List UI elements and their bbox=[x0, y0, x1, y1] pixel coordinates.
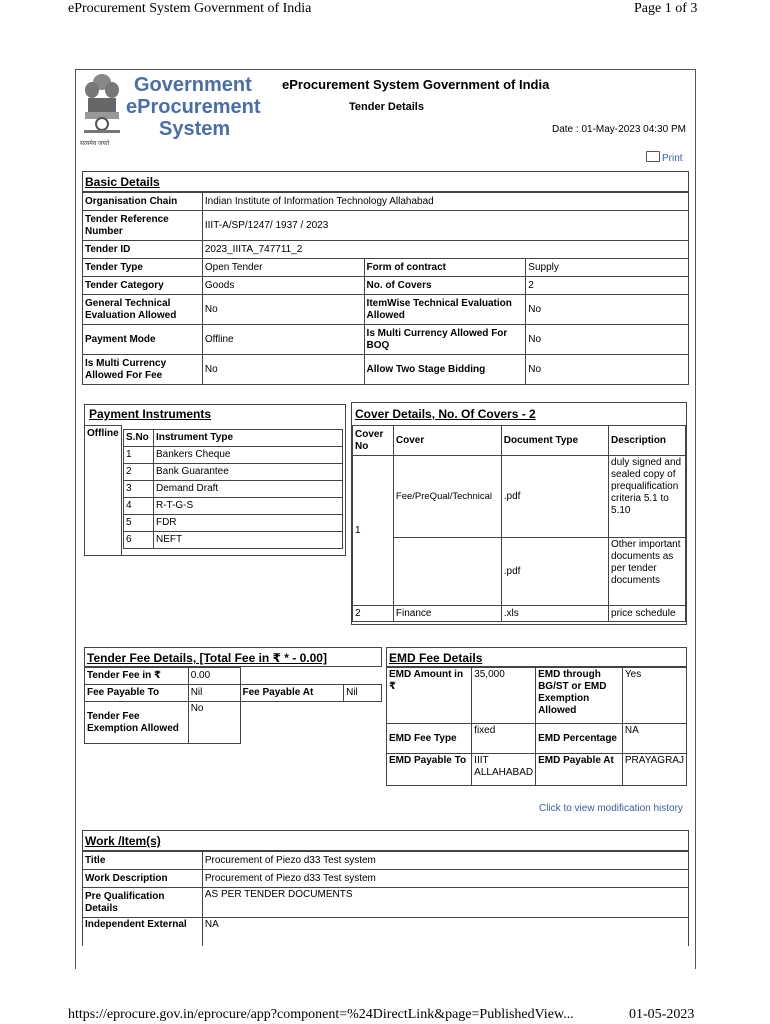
value: No bbox=[188, 702, 240, 744]
value: 35,000 bbox=[472, 668, 536, 724]
label: No. of Covers bbox=[364, 277, 526, 295]
emblem-icon bbox=[80, 72, 124, 140]
table-row bbox=[83, 888, 689, 918]
table-row bbox=[85, 702, 382, 744]
value: No bbox=[202, 355, 364, 385]
table-row bbox=[387, 754, 687, 786]
table-row bbox=[83, 355, 689, 385]
label: Payment Mode bbox=[83, 325, 203, 355]
label: EMD Amount in ₹ bbox=[387, 668, 472, 724]
instrument-type: NEFT bbox=[153, 532, 342, 549]
table-row bbox=[83, 241, 689, 259]
instrument-type: FDR bbox=[153, 515, 342, 532]
label: Organisation Chain bbox=[83, 193, 203, 211]
empty-cell bbox=[240, 702, 382, 744]
cover-no: 2 bbox=[353, 606, 394, 622]
label: Tender ID bbox=[83, 241, 203, 259]
emd-table bbox=[386, 667, 687, 786]
value: AS PER TENDER DOCUMENTS bbox=[202, 888, 688, 918]
basic-details-title: Basic Details bbox=[85, 175, 160, 189]
label: Tender Type bbox=[83, 259, 203, 277]
table-row bbox=[124, 447, 343, 464]
page-title: eProcurement System Government of India bbox=[282, 77, 550, 92]
table-row bbox=[83, 325, 689, 355]
footer-date: 01-05-2023 bbox=[629, 1007, 695, 1022]
table-row bbox=[83, 918, 689, 946]
label: Tender Category bbox=[83, 277, 203, 295]
value: NA bbox=[202, 918, 688, 946]
label: EMD Percentage bbox=[536, 724, 623, 754]
label: Tender Fee in ₹ bbox=[85, 668, 189, 685]
sno: 6 bbox=[124, 532, 154, 549]
table-row bbox=[353, 606, 686, 622]
label: EMD Fee Type bbox=[387, 724, 472, 754]
value: fixed bbox=[472, 724, 536, 754]
payment-instruments-title: Payment Instruments bbox=[89, 407, 212, 421]
empty-cell bbox=[240, 668, 382, 685]
instrument-type: Bankers Cheque bbox=[153, 447, 342, 464]
emd-title: EMD Fee Details bbox=[389, 651, 483, 665]
label: Pre Qualification Details bbox=[83, 888, 203, 918]
col-header: Instrument Type bbox=[153, 430, 342, 447]
label: Form of contract bbox=[364, 259, 526, 277]
table-row bbox=[85, 685, 382, 702]
work-items-header bbox=[82, 830, 689, 851]
value: Nil bbox=[188, 685, 240, 702]
description: price schedule bbox=[609, 606, 686, 622]
modification-history-link[interactable]: Click to view modification history bbox=[539, 803, 683, 814]
label: Fee Payable To bbox=[85, 685, 189, 702]
value: 2023_IIITA_747711_2 bbox=[202, 241, 688, 259]
value: No bbox=[202, 295, 364, 325]
basic-details-header bbox=[82, 171, 689, 192]
work-items-title: Work /Item(s) bbox=[85, 834, 161, 848]
label: Fee Payable At bbox=[240, 685, 344, 702]
table-row bbox=[387, 724, 687, 754]
value: 0.00 bbox=[188, 668, 240, 685]
instrument-type: R-T-G-S bbox=[153, 498, 342, 515]
table-row bbox=[124, 498, 343, 515]
table-header-row bbox=[353, 426, 686, 456]
value: Open Tender bbox=[202, 259, 364, 277]
instrument-type: Demand Draft bbox=[153, 481, 342, 498]
col-header: S.No bbox=[124, 430, 154, 447]
instrument-type: Bank Guarantee bbox=[153, 464, 342, 481]
value: NA bbox=[622, 724, 686, 754]
label: Work Description bbox=[83, 870, 203, 888]
cover-name: Fee/PreQual/Technical bbox=[393, 456, 501, 538]
table-row bbox=[124, 515, 343, 532]
basic-details-table bbox=[82, 192, 689, 385]
label: General Technical Evaluation Allowed bbox=[83, 295, 203, 325]
cover-name: Finance bbox=[393, 606, 501, 622]
value: Nil bbox=[344, 685, 382, 702]
footer-url[interactable]: https://eprocure.gov.in/eprocure/app?component=%24DirectLink&page=PublishedView... bbox=[68, 1007, 574, 1022]
cover-no: 1 bbox=[353, 456, 394, 606]
tender-fee-title: Tender Fee Details, [Total Fee in ₹ * - 0.00] bbox=[87, 651, 327, 665]
label: EMD through BG/ST or EMD Exemption Allowed bbox=[536, 668, 623, 724]
table-row bbox=[353, 456, 686, 538]
logo-line3: System bbox=[159, 118, 231, 140]
sno: 3 bbox=[124, 481, 154, 498]
doc-type: .pdf bbox=[501, 456, 608, 538]
value: PRAYAGRAJ bbox=[622, 754, 686, 786]
table-row bbox=[83, 193, 689, 211]
table-row bbox=[124, 481, 343, 498]
value: Indian Institute of Information Technology Allahabad bbox=[202, 193, 688, 211]
table-row bbox=[83, 277, 689, 295]
sno: 2 bbox=[124, 464, 154, 481]
col-header: Description bbox=[609, 426, 686, 456]
doc-type: .xls bbox=[501, 606, 608, 622]
logo-line1: Government bbox=[134, 74, 252, 96]
table-row bbox=[83, 852, 689, 870]
label: Is Multi Currency Allowed For BOQ bbox=[364, 325, 526, 355]
value: 2 bbox=[526, 277, 689, 295]
table-header-row bbox=[124, 430, 343, 447]
page-subtitle: Tender Details bbox=[349, 101, 424, 113]
instrument-table bbox=[123, 429, 343, 549]
label: Independent External bbox=[83, 918, 203, 946]
table-row bbox=[83, 295, 689, 325]
label: Tender Reference Number bbox=[83, 211, 203, 241]
emblem-motto: सत्यमेव जयते bbox=[80, 141, 110, 147]
print-button[interactable] bbox=[646, 151, 683, 164]
label: EMD Payable At bbox=[536, 754, 623, 786]
value: IIIT ALLAHABAD bbox=[472, 754, 536, 786]
sno: 4 bbox=[124, 498, 154, 515]
col-header: Cover bbox=[393, 426, 501, 456]
sno: 5 bbox=[124, 515, 154, 532]
label: Tender Fee Exemption Allowed bbox=[85, 702, 189, 744]
table-row bbox=[83, 211, 689, 241]
logo-line2: eProcurement bbox=[126, 96, 261, 118]
col-header: Cover No bbox=[353, 426, 394, 456]
value: Yes bbox=[622, 668, 686, 724]
table-row bbox=[124, 464, 343, 481]
col-header: Document Type bbox=[501, 426, 608, 456]
label: ItemWise Technical Evaluation Allowed bbox=[364, 295, 526, 325]
description: Other important documents as per tender documents bbox=[609, 538, 686, 606]
print-header-title: eProcurement System Government of India bbox=[68, 1, 312, 16]
value: Offline bbox=[202, 325, 364, 355]
sno: 1 bbox=[124, 447, 154, 464]
description: duly signed and sealed copy of prequalification criteria 5.1 to 5.10 bbox=[609, 456, 686, 538]
value: No bbox=[526, 295, 689, 325]
tender-fee-table bbox=[84, 667, 382, 744]
work-items-table bbox=[82, 851, 689, 946]
printer-icon bbox=[646, 151, 660, 162]
table-row bbox=[85, 668, 382, 685]
cover-details-title: Cover Details, No. Of Covers - 2 bbox=[355, 407, 536, 421]
label: Allow Two Stage Bidding bbox=[364, 355, 526, 385]
page-indicator: Page 1 of 3 bbox=[634, 1, 698, 16]
report-date: Date : 01-May-2023 04:30 PM bbox=[552, 124, 686, 135]
label: Is Multi Currency Allowed For Fee bbox=[83, 355, 203, 385]
payment-mode-cell bbox=[84, 425, 122, 556]
doc-type: .pdf bbox=[501, 538, 608, 606]
payment-mode: Offline bbox=[87, 428, 119, 439]
value: No bbox=[526, 325, 689, 355]
emd-header bbox=[386, 647, 687, 667]
value: IIIT-A/SP/1247/ 1937 / 2023 bbox=[202, 211, 688, 241]
table-row bbox=[387, 668, 687, 724]
table-row bbox=[353, 538, 686, 606]
value: Procurement of Piezo d33 Test system bbox=[202, 870, 688, 888]
table-row bbox=[83, 870, 689, 888]
value: Supply bbox=[526, 259, 689, 277]
value: Procurement of Piezo d33 Test system bbox=[202, 852, 688, 870]
table-row bbox=[83, 259, 689, 277]
table-row bbox=[124, 532, 343, 549]
value: No bbox=[526, 355, 689, 385]
label: EMD Payable To bbox=[387, 754, 472, 786]
label: Title bbox=[83, 852, 203, 870]
tender-fee-header bbox=[84, 647, 382, 667]
cover-table bbox=[352, 425, 686, 622]
value: Goods bbox=[202, 277, 364, 295]
print-label: Print bbox=[662, 153, 683, 164]
cover-name-empty bbox=[393, 538, 501, 606]
